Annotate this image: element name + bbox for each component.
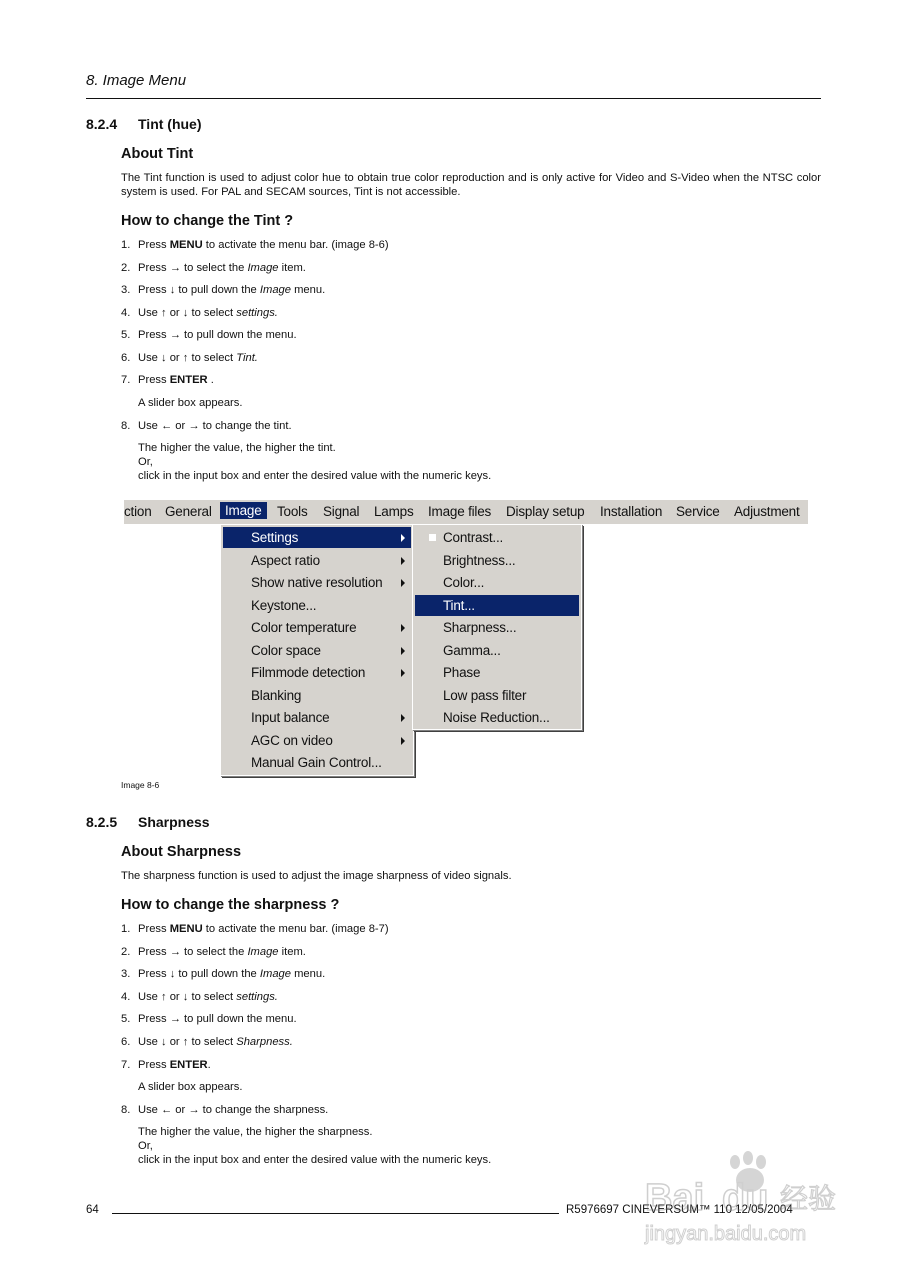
menu-item-settings[interactable] <box>223 527 411 548</box>
menubar-item-ction[interactable]: ction <box>124 504 152 519</box>
about-sharpness-text: The sharpness function is used to adjust the image sharpness of video signals. <box>121 870 512 882</box>
note-tint-3: click in the input box and enter the desired value with the numeric keys. <box>138 470 492 482</box>
menubar-item-display-setup[interactable]: Display setup <box>506 504 585 519</box>
menubar-item-signal[interactable]: Signal <box>323 504 360 519</box>
note-sharpness-1: The higher the value, the higher the sharpness. <box>138 1126 373 1138</box>
footer-rule <box>112 1213 559 1214</box>
submenu-arrow-icon <box>401 579 405 587</box>
menubar-item-general[interactable]: General <box>165 504 212 519</box>
menu-item-label: Show native resolution <box>251 575 383 590</box>
step-6: 6. Use ↓ or ↑ to select Sharpness. <box>121 1036 293 1048</box>
step-7: 7. Press ENTER . <box>121 374 214 386</box>
menu-item-label: Tint... <box>443 597 475 613</box>
menubar-item-lamps[interactable]: Lamps <box>374 504 414 519</box>
menu-item-label: Color space <box>251 642 321 658</box>
menubar-item-image-files[interactable]: Image files <box>428 504 492 519</box>
submenu-arrow-icon <box>401 534 405 542</box>
submenu-item-low-pass-filter[interactable] <box>415 685 579 706</box>
note-sharpness-3: click in the input box and enter the desired value with the numeric keys. <box>138 1154 492 1166</box>
section-heading-sharpness <box>86 814 210 830</box>
menu-item-label: Keystone... <box>251 597 317 613</box>
note-slider-tint: A slider box appears. <box>138 397 243 409</box>
menubar-item-installation[interactable]: Installation <box>600 504 663 519</box>
step-6: 6. Use ↓ or ↑ to select Tint. <box>121 352 258 364</box>
page-number: 64 <box>86 1204 99 1216</box>
menu-item-label: Input balance <box>251 710 330 725</box>
menu-bar <box>124 500 808 524</box>
svg-text:经验: 经验 <box>780 1182 837 1215</box>
section-number: 8.2.5 <box>86 814 118 830</box>
about-tint-text: The Tint function is used to adjust color hue to obtain true color reproduction and is only active for Video and S-Video when the NTSC color system is used. For PAL and SECAM sources, Tint is not accessible. <box>121 172 821 198</box>
step-2: 2. Press → to select the Image item. <box>121 946 306 958</box>
step-7: 7. Press ENTER. <box>121 1059 211 1071</box>
step-5: 5. Press → to pull down the menu. <box>121 1013 297 1025</box>
menu-item-label: Sharpness... <box>443 620 517 635</box>
menu-item-keystone[interactable] <box>223 595 411 616</box>
settings-submenu <box>412 524 582 730</box>
baidu-watermark-logo <box>640 1150 850 1250</box>
menu-item-agc-on-video[interactable] <box>223 730 411 751</box>
step-2: 2. Press → to select the Image item. <box>121 262 306 274</box>
chapter-header: 8. Image Menu <box>86 72 187 89</box>
submenu-arrow-icon <box>401 624 405 632</box>
menu-item-label: Brightness... <box>443 552 516 568</box>
step-1: 1. Press MENU to activate the menu bar. (image 8-6) <box>121 239 389 251</box>
menu-item-filmmode-detection[interactable] <box>223 662 411 683</box>
section-title: Tint (hue) <box>138 116 202 132</box>
menubar-item-adjustment[interactable]: Adjustment <box>734 504 800 519</box>
note-tint-1: The higher the value, the higher the tint. <box>138 442 336 454</box>
svg-text:du: du <box>722 1177 769 1219</box>
menubar-item-image[interactable]: Image <box>220 502 267 519</box>
menu-item-label: Color... <box>443 575 485 590</box>
submenu-arrow-icon <box>401 669 405 677</box>
submenu-item-brightness[interactable] <box>415 550 579 571</box>
submenu-item-noise-reduction[interactable] <box>415 707 579 728</box>
menu-item-label: Noise Reduction... <box>443 710 550 725</box>
header-rule <box>86 98 821 99</box>
submenu-item-contrast[interactable] <box>415 527 579 548</box>
submenu-item-gamma[interactable] <box>415 640 579 661</box>
checkmark-icon <box>429 534 436 541</box>
menu-item-label: Manual Gain Control... <box>251 755 382 770</box>
note-slider-sharpness: A slider box appears. <box>138 1081 243 1093</box>
submenu-arrow-icon <box>401 714 405 722</box>
howto-sharpness-heading: How to change the sharpness ? <box>121 897 340 913</box>
menu-item-label: Contrast... <box>443 530 504 545</box>
step-8: 8. Use ← or → to change the tint. <box>121 420 292 432</box>
submenu-arrow-icon <box>401 737 405 745</box>
menu-item-color-space[interactable] <box>223 640 411 661</box>
submenu-item-sharpness[interactable] <box>415 617 579 638</box>
submenu-item-tint[interactable] <box>415 595 579 616</box>
image-dropdown-menu <box>220 524 414 776</box>
menu-item-label: Aspect ratio <box>251 552 320 568</box>
step-1: 1. Press MENU to activate the menu bar. (image 8-7) <box>121 923 389 935</box>
watermark-url: jingyan.baidu.com <box>645 1223 807 1245</box>
menu-item-label: Low pass filter <box>443 687 527 703</box>
section-number: 8.2.4 <box>86 116 118 132</box>
step-4: 4. Use ↑ or ↓ to select settings. <box>121 991 278 1003</box>
about-tint-heading: About Tint <box>121 146 194 162</box>
image-caption: Image 8-6 <box>121 780 160 790</box>
step-4: 4. Use ↑ or ↓ to select settings. <box>121 307 278 319</box>
menu-item-label: Settings <box>251 530 299 545</box>
note-tint-2: Or, <box>138 456 153 468</box>
step-8: 8. Use ← or → to change the sharpness. <box>121 1104 329 1116</box>
submenu-item-color[interactable] <box>415 572 579 593</box>
menubar-item-service[interactable]: Service <box>676 504 720 519</box>
step-3: 3. Press ↓ to pull down the Image menu. <box>121 968 326 980</box>
step-5: 5. Press → to pull down the menu. <box>121 329 297 341</box>
section-title: Sharpness <box>138 814 210 830</box>
svg-text:Bai: Bai <box>645 1177 705 1219</box>
menu-item-label: Filmmode detection <box>251 665 366 680</box>
howto-tint-heading: How to change the Tint ? <box>121 213 294 229</box>
document-reference: R5976697 CINEVERSUM™ 110 12/05/2004 <box>566 1204 793 1216</box>
section-heading-tint <box>86 116 202 132</box>
submenu-arrow-icon <box>401 557 405 565</box>
menu-item-label: AGC on video <box>251 732 333 748</box>
about-sharpness-heading: About Sharpness <box>121 844 242 860</box>
menu-item-color-temperature[interactable] <box>223 617 411 638</box>
menubar-item-tools[interactable]: Tools <box>277 504 308 519</box>
menu-item-label: Gamma... <box>443 642 501 658</box>
menu-item-blanking[interactable] <box>223 685 411 706</box>
menu-item-manual-gain-control[interactable] <box>223 752 411 773</box>
menu-item-label: Color temperature <box>251 620 357 635</box>
step-3: 3. Press ↓ to pull down the Image menu. <box>121 284 326 296</box>
menu-item-aspect-ratio[interactable] <box>223 550 411 571</box>
menu-item-input-balance[interactable] <box>223 707 411 728</box>
note-sharpness-2: Or, <box>138 1140 153 1152</box>
menu-item-label: Blanking <box>251 687 302 703</box>
submenu-arrow-icon <box>401 647 405 655</box>
submenu-item-phase[interactable] <box>415 662 579 683</box>
menu-item-show-native-resolution[interactable] <box>223 572 411 593</box>
menu-item-label: Phase <box>443 665 481 680</box>
